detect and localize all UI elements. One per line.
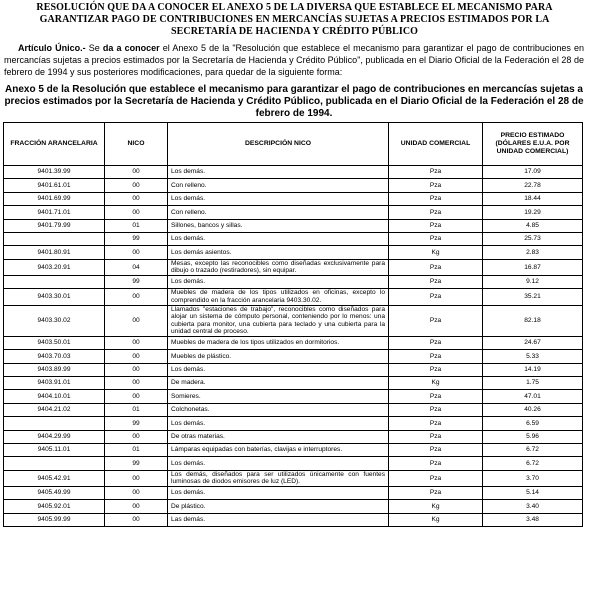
cell-fraccion: 9403.91.01	[4, 377, 105, 390]
cell-precio: 9.12	[483, 275, 583, 288]
cell-precio: 47.01	[483, 390, 583, 403]
cell-nico: 00	[105, 206, 168, 219]
table-row	[4, 350, 583, 363]
cell-fraccion: 9405.11.01	[4, 444, 105, 457]
table-body	[4, 166, 583, 527]
cell-fraccion: 9404.21.02	[4, 403, 105, 416]
cell-precio: 5.96	[483, 430, 583, 443]
article-pre: Se	[85, 43, 103, 53]
cell-unidad: Pza	[389, 486, 483, 499]
cell-precio: 25.73	[483, 232, 583, 245]
cell-nico: 00	[105, 350, 168, 363]
cell-precio: 4.85	[483, 219, 583, 232]
header-unidad: UNIDAD COMERCIAL	[389, 123, 483, 166]
cell-unidad: Pza	[389, 350, 483, 363]
cell-descripcion: Los demás asientos.	[168, 246, 389, 259]
cell-descripcion: Los demás.	[168, 166, 389, 179]
cell-descripcion: De madera.	[168, 377, 389, 390]
cell-descripcion: Los demás.	[168, 232, 389, 245]
table-row	[4, 179, 583, 192]
cell-precio: 17.09	[483, 166, 583, 179]
cell-nico: 00	[105, 192, 168, 205]
cell-nico: 00	[105, 166, 168, 179]
cell-nico: 00	[105, 513, 168, 526]
header-row	[4, 123, 583, 166]
cell-unidad: Pza	[389, 289, 483, 305]
cell-fraccion: 9405.99.99	[4, 513, 105, 526]
cell-fraccion: 9403.70.03	[4, 350, 105, 363]
cell-unidad: Pza	[389, 470, 483, 486]
cell-unidad: Pza	[389, 232, 483, 245]
cell-descripcion: Los demás.	[168, 457, 389, 470]
cell-fraccion: 9404.10.01	[4, 390, 105, 403]
table-row	[4, 470, 583, 486]
cell-unidad: Pza	[389, 403, 483, 416]
cell-fraccion	[4, 417, 105, 430]
cell-descripcion: Los demás.	[168, 192, 389, 205]
cell-descripcion: Somieres.	[168, 390, 389, 403]
cell-unidad: Kg	[389, 246, 483, 259]
cell-unidad: Pza	[389, 444, 483, 457]
cell-precio: 3.40	[483, 500, 583, 513]
table-row	[4, 444, 583, 457]
article-text: el Anexo 5 de la "Resolución que establece el mecanismo para garantizar el pago de contribuciones en mercancías sujetas a precios estimados por la Secretaría de Hacienda y Crédito Público", publicada en el Diario Oficial de la Federación el 28 de febrero de 1994 y sus posteriores modificaciones, para quedar de la siguiente forma:	[4, 43, 585, 77]
cell-fraccion	[4, 457, 105, 470]
cell-descripcion: Muebles de plástico.	[168, 350, 389, 363]
cell-nico: 00	[105, 470, 168, 486]
cell-precio: 16.87	[483, 259, 583, 275]
table-row	[4, 457, 583, 470]
cell-descripcion: Colchonetas.	[168, 403, 389, 416]
cell-nico: 00	[105, 246, 168, 259]
cell-descripcion: Muebles de madera de los tipos utilizados en dormitorios.	[168, 336, 389, 349]
table-row	[4, 275, 583, 288]
cell-precio: 6.72	[483, 457, 583, 470]
cell-precio: 5.33	[483, 350, 583, 363]
cell-descripcion: Los demás.	[168, 363, 389, 376]
table-row	[4, 305, 583, 336]
table-row	[4, 377, 583, 390]
cell-unidad: Pza	[389, 275, 483, 288]
cell-descripcion: Los demás.	[168, 486, 389, 499]
cell-descripcion: Llamados "estaciones de trabajo", reconocibles como diseñados para alojar un sistema de cómputo personal, conteniendo por lo menos: una cubierta para monitor, una cubierta para teclado y una cubierta para la unidad central de proceso.	[168, 305, 389, 336]
cell-precio: 22.78	[483, 179, 583, 192]
cell-nico: 00	[105, 390, 168, 403]
table-row	[4, 166, 583, 179]
cell-fraccion: 9401.39.99	[4, 166, 105, 179]
cell-descripcion: Los demás.	[168, 275, 389, 288]
table-row	[4, 430, 583, 443]
cell-descripcion: Con relleno.	[168, 179, 389, 192]
cell-nico: 00	[105, 486, 168, 499]
cell-fraccion	[4, 275, 105, 288]
article-bold-phrase: da a conocer	[102, 43, 160, 53]
table-header	[4, 123, 583, 166]
table-row	[4, 486, 583, 499]
table-row	[4, 500, 583, 513]
header-nico: NICO	[105, 123, 168, 166]
header-precio: PRECIO ESTIMADO (DÓLARES E.U.A. POR UNIDAD COMERCIAL)	[483, 123, 583, 166]
cell-unidad: Pza	[389, 390, 483, 403]
table-row	[4, 513, 583, 526]
cell-descripcion: Mesas, excepto las reconocibles como diseñadas exclusivamente para dibujo o trazado (restiradores), sin equipar.	[168, 259, 389, 275]
table-row	[4, 246, 583, 259]
cell-unidad: Pza	[389, 363, 483, 376]
cell-unidad: Pza	[389, 430, 483, 443]
cell-unidad: Pza	[389, 166, 483, 179]
cell-descripcion: De otras materias.	[168, 430, 389, 443]
cell-fraccion: 9401.69.99	[4, 192, 105, 205]
cell-unidad: Kg	[389, 500, 483, 513]
cell-precio: 14.19	[483, 363, 583, 376]
cell-precio: 2.83	[483, 246, 583, 259]
cell-fraccion	[4, 232, 105, 245]
cell-unidad: Kg	[389, 377, 483, 390]
cell-fraccion: 9401.80.91	[4, 246, 105, 259]
cell-nico: 01	[105, 219, 168, 232]
cell-descripcion: Lámparas equipadas con baterías, clavijas e interruptores.	[168, 444, 389, 457]
cell-nico: 00	[105, 179, 168, 192]
cell-unidad: Pza	[389, 417, 483, 430]
cell-precio: 6.59	[483, 417, 583, 430]
cell-descripcion: De plástico.	[168, 500, 389, 513]
cell-precio: 24.67	[483, 336, 583, 349]
article-paragraph	[4, 42, 584, 78]
table-row	[4, 363, 583, 376]
cell-nico: 99	[105, 417, 168, 430]
cell-fraccion: 9403.50.01	[4, 336, 105, 349]
cell-nico: 00	[105, 500, 168, 513]
cell-descripcion: Muebles de madera de los tipos utilizados en oficinas, excepto lo comprendido en la fracción arancelaria 9403.30.02.	[168, 289, 389, 305]
cell-descripcion: Los demás.	[168, 417, 389, 430]
cell-unidad: Pza	[389, 336, 483, 349]
cell-nico: 01	[105, 444, 168, 457]
cell-unidad: Pza	[389, 457, 483, 470]
cell-unidad: Pza	[389, 206, 483, 219]
cell-fraccion: 9401.61.01	[4, 179, 105, 192]
cell-unidad: Pza	[389, 219, 483, 232]
cell-unidad: Pza	[389, 259, 483, 275]
cell-fraccion: 9403.20.91	[4, 259, 105, 275]
cell-fraccion: 9401.71.01	[4, 206, 105, 219]
cell-fraccion: 9403.30.02	[4, 305, 105, 336]
header-fraccion: FRACCIÓN ARANCELARIA	[4, 123, 105, 166]
cell-nico: 00	[105, 363, 168, 376]
table-row	[4, 390, 583, 403]
cell-unidad: Kg	[389, 513, 483, 526]
cell-nico: 00	[105, 430, 168, 443]
cell-precio: 40.26	[483, 403, 583, 416]
cell-precio: 19.29	[483, 206, 583, 219]
table-row	[4, 289, 583, 305]
cell-precio: 1.75	[483, 377, 583, 390]
cell-nico: 00	[105, 289, 168, 305]
cell-nico: 04	[105, 259, 168, 275]
cell-unidad: Pza	[389, 192, 483, 205]
cell-unidad: Pza	[389, 179, 483, 192]
cell-fraccion: 9405.92.01	[4, 500, 105, 513]
cell-precio: 3.48	[483, 513, 583, 526]
cell-nico: 00	[105, 336, 168, 349]
cell-fraccion: 9401.79.99	[4, 219, 105, 232]
cell-nico: 01	[105, 403, 168, 416]
table-row	[4, 232, 583, 245]
tariff-table	[3, 122, 583, 527]
annex-title: Anexo 5 de la Resolución que establece el mecanismo para garantizar el pago de contribuciones en mercancías sujetas a precios estimados por la Secretaría de Hacienda y Crédito Público, publicada en el Diario Oficial de la Federación el 28 de febrero de 1994.	[4, 84, 584, 119]
table-row	[4, 336, 583, 349]
cell-nico: 99	[105, 232, 168, 245]
cell-precio: 3.70	[483, 470, 583, 486]
cell-precio: 5.14	[483, 486, 583, 499]
table-row	[4, 259, 583, 275]
cell-fraccion: 9403.89.99	[4, 363, 105, 376]
cell-fraccion: 9405.49.99	[4, 486, 105, 499]
cell-unidad: Pza	[389, 305, 483, 336]
cell-descripcion: Las demás.	[168, 513, 389, 526]
cell-precio: 18.44	[483, 192, 583, 205]
cell-nico: 99	[105, 275, 168, 288]
cell-descripcion: Con relleno.	[168, 206, 389, 219]
cell-nico: 99	[105, 457, 168, 470]
cell-fraccion: 9405.42.91	[4, 470, 105, 486]
cell-descripcion: Los demás, diseñados para ser utilizados únicamente con fuentes luminosas de diodos emisores de luz (LED).	[168, 470, 389, 486]
cell-precio: 35.21	[483, 289, 583, 305]
document-title: RESOLUCIÓN QUE DA A CONOCER EL ANEXO 5 DE LA DIVERSA QUE ESTABLECE EL MECANISMO PARA GARANTIZAR PAGO DE CONTRIBUCIONES EN MERCANCÍAS SUJETAS A PRECIOS ESTIMADOS POR LA SECRETARÍA DE HACIENDA Y CRÉDITO PÚBLICO	[36, 2, 553, 37]
cell-nico: 00	[105, 305, 168, 336]
table-row	[4, 417, 583, 430]
cell-nico: 00	[105, 377, 168, 390]
table-row	[4, 219, 583, 232]
cell-precio: 82.18	[483, 305, 583, 336]
cell-precio: 6.72	[483, 444, 583, 457]
cell-descripcion: Sillones, bancos y sillas.	[168, 219, 389, 232]
header-descripcion: DESCRIPCIÓN NICO	[168, 123, 389, 166]
table-row	[4, 403, 583, 416]
cell-fraccion: 9403.30.01	[4, 289, 105, 305]
table-row	[4, 192, 583, 205]
cell-fraccion: 9404.29.99	[4, 430, 105, 443]
table-row	[4, 206, 583, 219]
article-label: Artículo Único.-	[18, 43, 86, 53]
